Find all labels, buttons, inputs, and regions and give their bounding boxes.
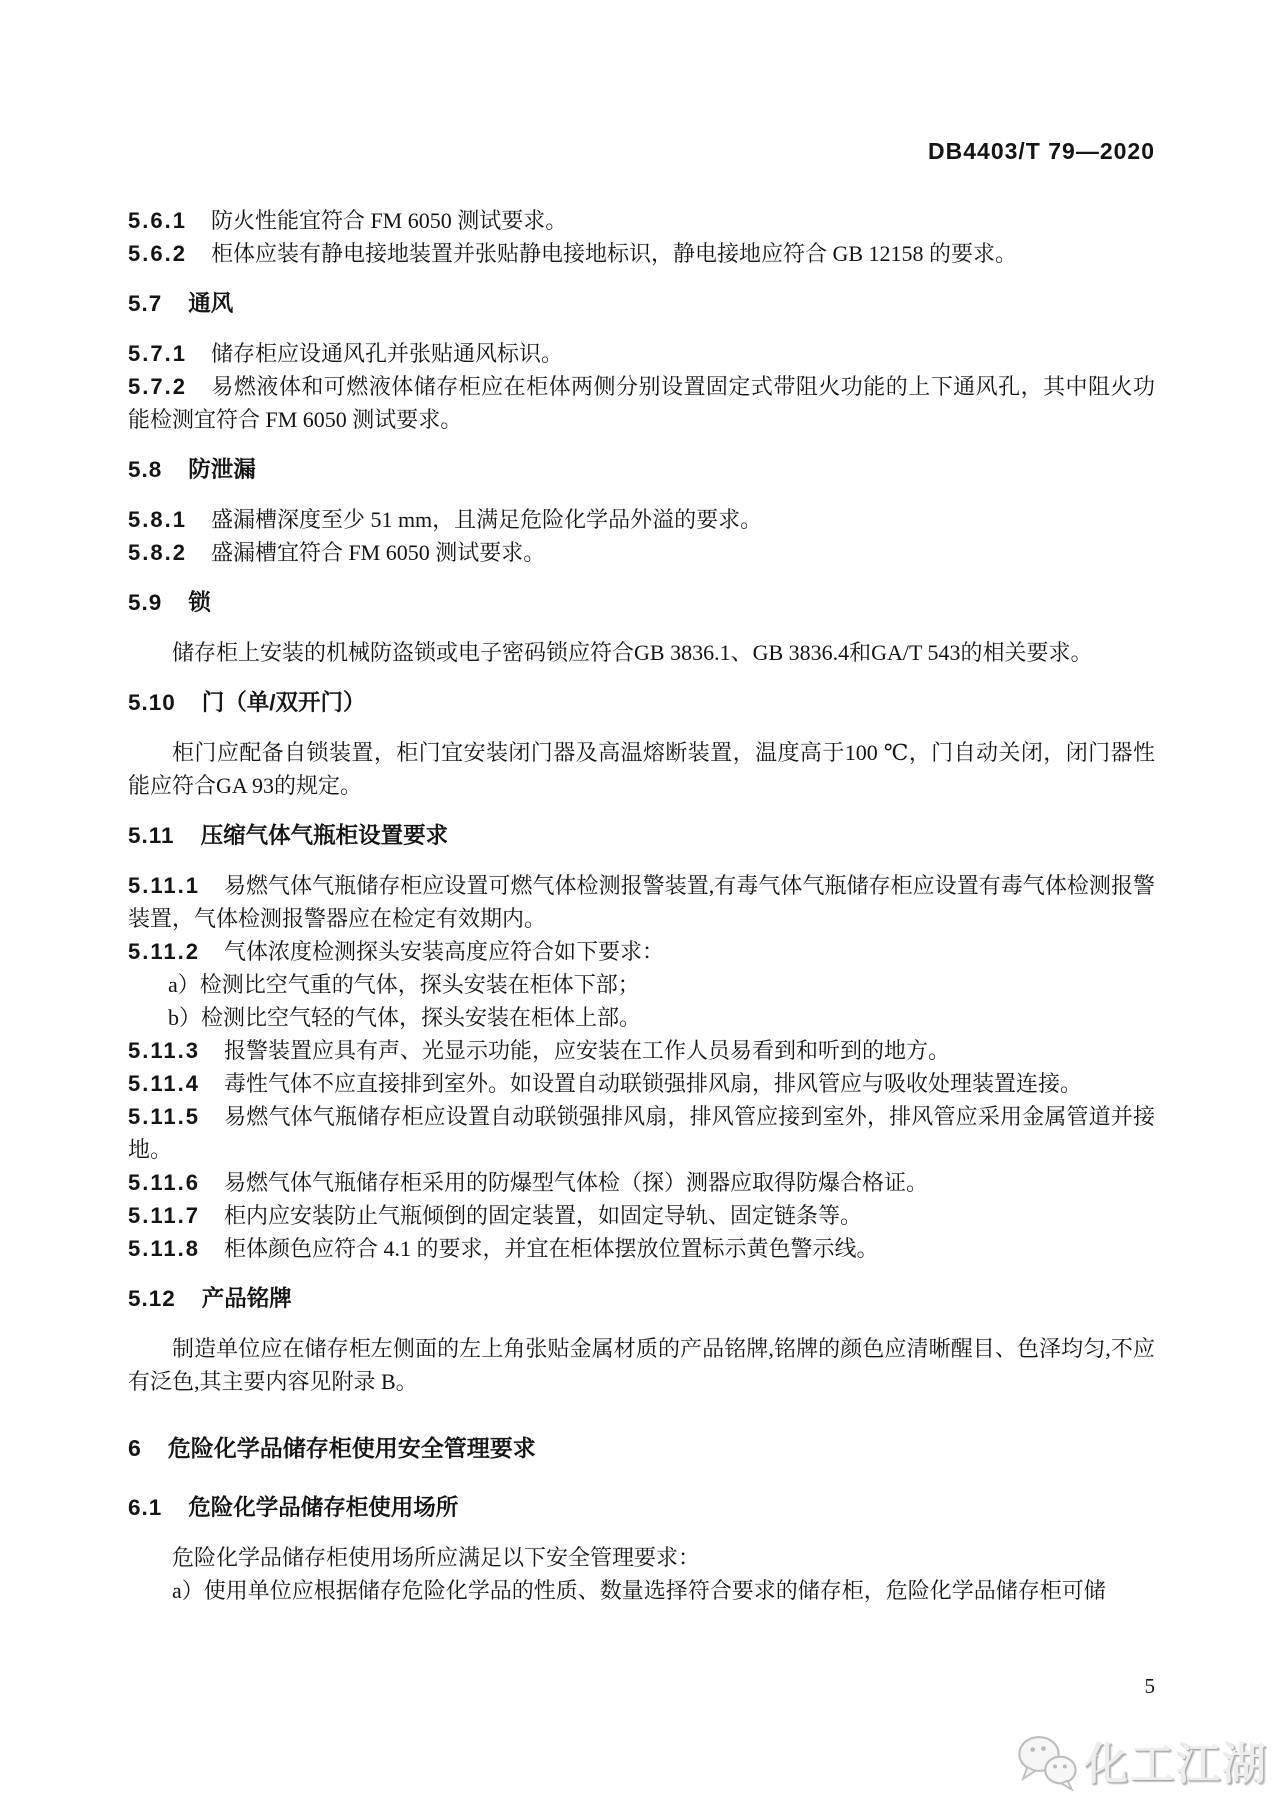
clause-text: 易燃气体气瓶储存柜采用的防爆型气体检（探）测器应取得防爆合格证。 [223, 1170, 928, 1195]
clause-text: 盛漏槽深度至少 51 mm，且满足危险化学品外溢的要求。 [210, 507, 763, 532]
section-heading [128, 287, 1155, 320]
list-item: a）检测比空气重的气体，探头安装在柜体下部； [168, 972, 640, 997]
clause-number: 5.11.1 [128, 873, 200, 898]
clause-item [128, 1067, 1155, 1100]
paragraph: 储存柜上安装的机械防盗锁或电子密码锁应符合GB 3836.1、GB 3836.4和GA/T 543的相关要求。 [172, 640, 1093, 665]
section-number: 5.9 [128, 590, 163, 615]
section-title: 危险化学品储存柜使用场所 [188, 1495, 459, 1520]
paragraph: 危险化学品储存柜使用场所应满足以下安全管理要求： [172, 1545, 701, 1570]
section-heading [128, 1491, 1155, 1524]
clause-text: 易燃气体气瓶储存柜应设置可燃气体检测报警装置,有毒气体气瓶储存柜应设置有毒气体检测报警装置，气体检测报警器应在检定有效期内。 [128, 873, 1155, 931]
standard-number-header: DB4403/T 79—2020 [928, 138, 1155, 164]
clause-item [128, 1100, 1155, 1166]
section-title: 锁 [188, 590, 211, 615]
clause-text: 防火性能宜符合 FM 6050 测试要求。 [210, 208, 568, 233]
section-title: 产品铭牌 [201, 1286, 292, 1311]
section-number: 5.7 [128, 291, 163, 316]
clause-number: 5.11.6 [128, 1170, 200, 1195]
clause-text: 易燃液体和可燃液体储存柜应在柜体两侧分别设置固定式带阻火功能的上下通风孔，其中阻火功能检测宜符合 FM 6050 测试要求。 [128, 374, 1155, 432]
clause-text: 储存柜应设通风孔并张贴通风标识。 [210, 341, 563, 366]
section-title: 门（单/双开门） [201, 690, 366, 715]
clause-number: 5.8.1 [128, 507, 187, 532]
section-title: 通风 [188, 291, 234, 316]
section-number: 5.8 [128, 457, 163, 482]
clause-text: 报警装置应具有声、光显示功能，应安装在工作人员易看到和听到的地方。 [223, 1038, 950, 1063]
page-number: 5 [1144, 1674, 1155, 1698]
clause-item [128, 935, 1155, 968]
clause-number: 5.11.8 [128, 1236, 200, 1261]
clause-number: 5.11.7 [128, 1203, 200, 1228]
watermark-text: 化工江湖 [1084, 1739, 1268, 1789]
section-heading [128, 819, 1155, 852]
chapter-heading [128, 1432, 1155, 1465]
clause-text: 柜体颜色应符合 4.1 的要求，并宜在柜体摆放位置标示黄色警示线。 [223, 1236, 879, 1261]
chapter-title: 危险化学品储存柜使用安全管理要求 [167, 1435, 536, 1461]
section-title: 压缩气体气瓶柜设置要求 [200, 823, 449, 848]
watermark [1014, 1733, 1268, 1796]
section-number: 5.11 [128, 823, 175, 848]
section-heading [128, 1282, 1155, 1315]
clause-text: 柜内应安装防止气瓶倾倒的固定装置，如固定导轨、固定链条等。 [223, 1203, 862, 1228]
section-heading [128, 586, 1155, 619]
section-number: 6.1 [128, 1495, 163, 1520]
wechat-icon [1014, 1733, 1080, 1796]
clause-item [128, 1166, 1155, 1199]
clause-number: 5.7.1 [128, 341, 187, 366]
clause-item [128, 536, 1155, 569]
clause-item [128, 237, 1155, 270]
clause-number: 5.8.2 [128, 540, 187, 565]
clause-number: 5.11.3 [128, 1038, 200, 1063]
list-item: a）使用单位应根据储存危险化学品的性质、数量选择符合要求的储存柜，危险化学品储存柜可储 [172, 1578, 1106, 1603]
clause-item [128, 337, 1155, 370]
clause-number: 5.11.4 [128, 1071, 200, 1096]
section-number: 5.10 [128, 690, 176, 715]
document-content [128, 138, 1155, 1607]
paragraph: 柜门应配备自锁装置，柜门宜安装闭门器及高温熔断装置，温度高于100 ℃，门自动关闭，闭门器性能应符合GA 93的规定。 [128, 740, 1155, 798]
clause-number: 5.6.2 [128, 241, 187, 266]
clause-item [128, 503, 1155, 536]
clause-item [128, 869, 1155, 935]
clause-text: 盛漏槽宜符合 FM 6050 测试要求。 [210, 540, 546, 565]
chapter-number: 6 [128, 1435, 142, 1461]
clause-item [128, 204, 1155, 237]
clause-number: 5.7.2 [128, 374, 187, 399]
section-title: 防泄漏 [188, 457, 256, 482]
clause-text: 气体浓度检测探头安装高度应符合如下要求： [223, 939, 664, 964]
section-heading [128, 453, 1155, 486]
clause-item [128, 370, 1155, 436]
clause-item [128, 1034, 1155, 1067]
clause-number: 5.6.1 [128, 208, 187, 233]
clause-text: 易燃气体气瓶储存柜应设置自动联锁强排风扇，排风管应接到室外，排风管应采用金属管道并接地。 [128, 1104, 1155, 1162]
clause-item [128, 1232, 1155, 1265]
clause-item [128, 1199, 1155, 1232]
section-heading [128, 686, 1155, 719]
list-item: b）检测比空气轻的气体，探头安装在柜体上部。 [168, 1005, 642, 1030]
clause-text: 毒性气体不应直接排到室外。如设置自动联锁强排风扇，排风管应与吸收处理装置连接。 [223, 1071, 1082, 1096]
paragraph: 制造单位应在储存柜左侧面的左上角张贴金属材质的产品铭牌,铭牌的颜色应清晰醒目、色泽均匀,不应有泛色,其主要内容见附录 B。 [128, 1336, 1155, 1394]
clause-number: 5.11.2 [128, 939, 200, 964]
section-number: 5.12 [128, 1286, 176, 1311]
clause-number: 5.11.5 [128, 1104, 200, 1129]
clause-text: 柜体应装有静电接地装置并张贴静电接地标识，静电接地应符合 GB 12158 的要求。 [210, 241, 1018, 266]
